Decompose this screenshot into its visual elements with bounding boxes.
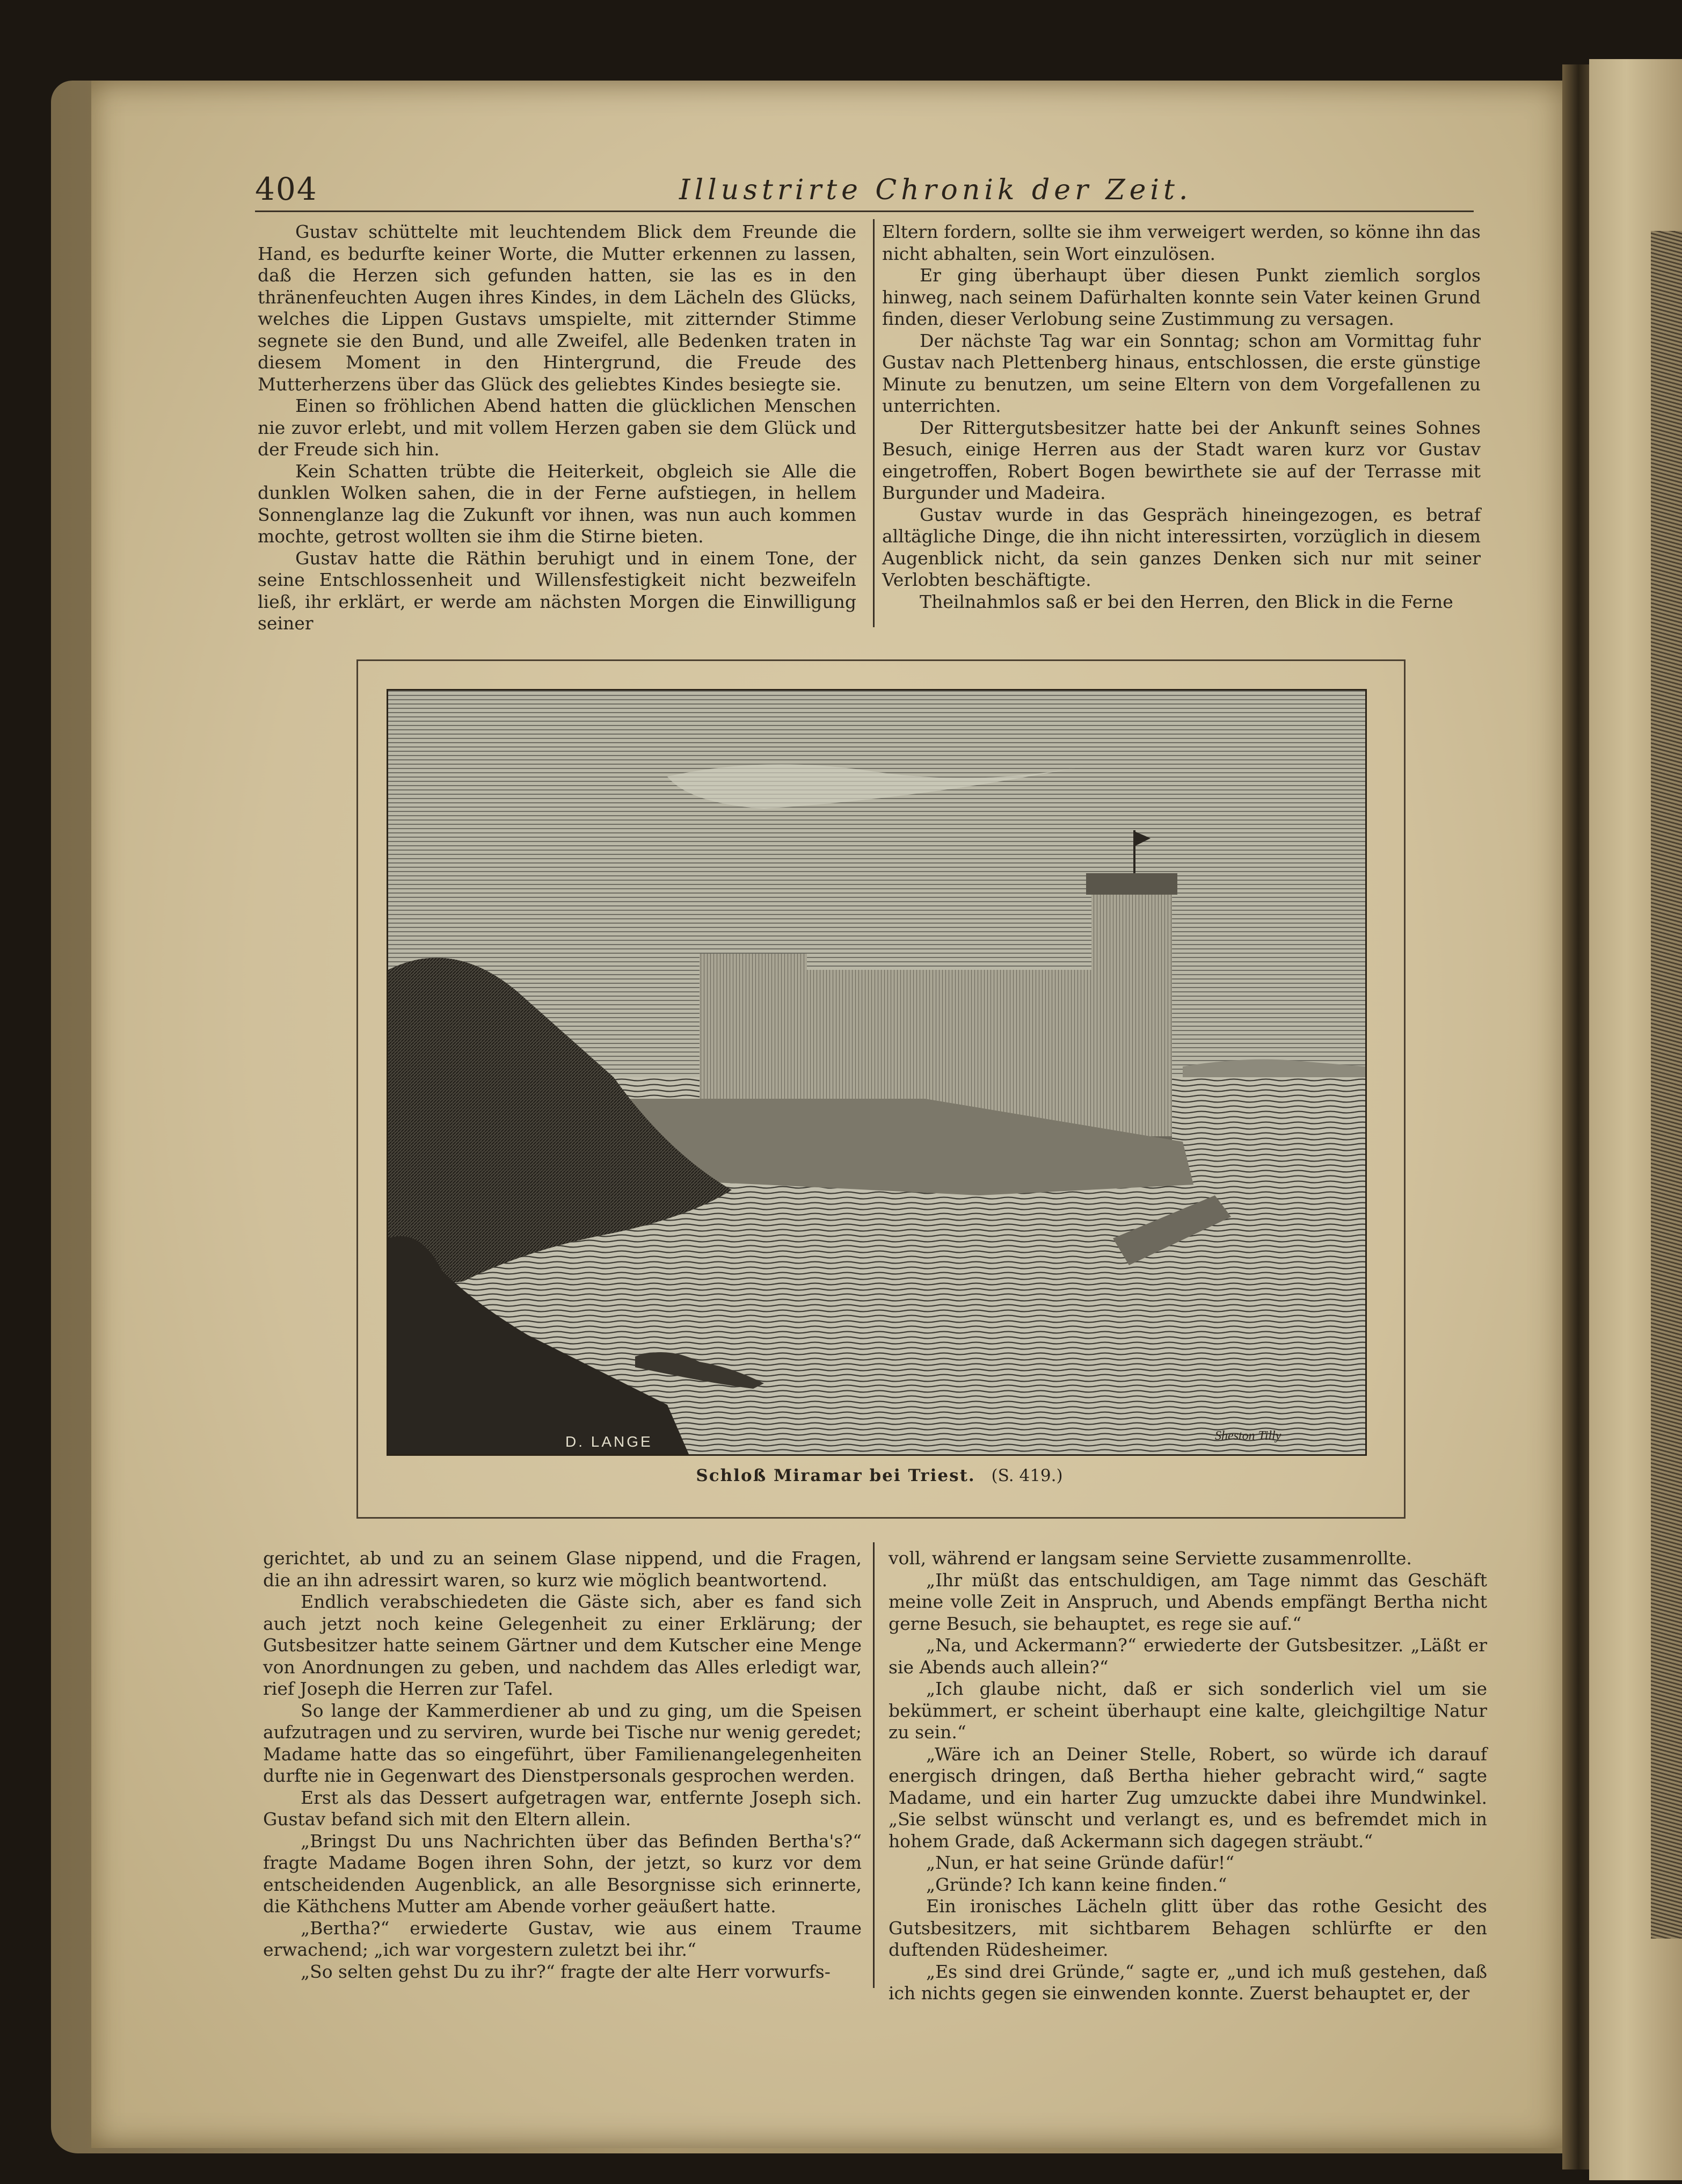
- facing-page-engraving: [1651, 231, 1682, 1939]
- paragraph: Ein ironisches Lächeln glitt über das rothe Gesicht des Gutsbesitzers, mit sichtbarem Behagen schlürfte er den duftenden Rüdesheimer.: [889, 1896, 1487, 1960]
- paragraph: Kein Schatten trübte die Heiterkeit, obgleich sie Alle die dunklen Wolken sahen, die in der Ferne aufstiegen, in hellem Sonnenglanze lag die Zukunft vor ihnen, was nun auch kommen mochte, getrost wollten sie ihm die Stirne bieten.: [258, 460, 856, 547]
- paragraph: Eltern fordern, sollte sie ihm verweigert werden, so könne ihn das nicht abhalten, sein Wort einzulösen.: [882, 221, 1481, 264]
- paragraph: Gustav wurde in das Gespräch hineingezogen, es betraf alltägliche Dinge, die ihn nicht interessirten, vorzüglich in diesem Augenblick nicht, da sein ganzes Denken sich nur mit seiner Verlobten beschäftigte.: [882, 504, 1481, 590]
- header-rule: [255, 211, 1474, 212]
- paragraph: „Nun, er hat seine Gründe dafür!“: [926, 1852, 1235, 1873]
- page-header: [255, 171, 1474, 214]
- paragraph: voll, während er langsam seine Serviette zusammenrollte.: [889, 1548, 1412, 1569]
- running-title: Illustrirte Chronik der Zeit.: [679, 174, 1192, 206]
- paragraph: Einen so fröhlichen Abend hatten die glücklichen Menschen nie zuvor erlebt, und mit vollem Herzen gaben sie dem Glück und der Freude sich hin.: [258, 395, 856, 460]
- paragraph: „Es sind drei Gründe,“ sagte er, „und ich muß gestehen, daß ich nichts gegen sie einwenden konnte. Zuerst behauptet er, der: [889, 1961, 1487, 2004]
- column-top-left: [258, 221, 856, 635]
- engraving-signature-left: D. LANGE: [565, 1433, 653, 1450]
- engraving-schloss-miramar: [387, 689, 1367, 1456]
- paragraph: „Gründe? Ich kann keine finden.“: [926, 1874, 1227, 1895]
- paragraph: Theilnahmlos saß er bei den Herren, den Blick in die Ferne: [920, 591, 1453, 612]
- paragraph: So lange der Kammerdiener ab und zu ging, um die Speisen aufzutragen und zu serviren, wurde bei Tische nur wenig geredet; Madame hatte das so eingeführt, über Familienangelegenheiten durfte nie in Gegenwart des Dienstpersonals gesprochen werden.: [263, 1700, 862, 1786]
- page-number: 404: [255, 171, 318, 207]
- caption-reference: (S. 419.): [991, 1466, 1063, 1485]
- paragraph: Gustav hatte die Räthin beruhigt und in einem Tone, der seine Entschlossenheit und Willensfestigkeit nicht bezweifeln ließ, ihr erklärt, er werde am nächsten Morgen die Einwilligung seiner: [258, 547, 856, 634]
- column-bottom-right: [889, 1548, 1487, 2005]
- paragraph: „Na, und Ackermann?“ erwiederte der Gutsbesitzer. „Läßt er sie Abends auch allein?“: [889, 1635, 1487, 1678]
- book-gutter: [1562, 64, 1589, 2170]
- figure-caption: [356, 1466, 1402, 1485]
- paragraph: Erst als das Dessert aufgetragen war, entfernte Joseph sich. Gustav befand sich mit den Eltern allein.: [263, 1787, 862, 1830]
- column-bottom-left: [263, 1548, 862, 1983]
- paragraph: Endlich verabschiedeten die Gäste sich, aber es fand sich auch jetzt noch keine Gelegenheit zu einer Erklärung; der Gutsbesitzer hatte seinem Gärtner und dem Kutscher eine Menge von Anordnungen zu geben, und nachdem das Alles erledigt war, rief Joseph die Herren zur Tafel.: [263, 1591, 862, 1699]
- paragraph: „Bringst Du uns Nachrichten über das Befinden Bertha's?“ fragte Madame Bogen ihren Sohn, der jetzt, so kurz vor dem entscheidenden Augenblick, an alle Besorgnisse sich erinnerte, die Käthchens Mutter am Abende vorher geäußert hatte.: [263, 1830, 862, 1917]
- engraving-signature-right: Sheston Tilly: [1215, 1429, 1281, 1443]
- paragraph: gerichtet, ab und zu an seinem Glase nippend, und die Fragen, die an ihn adressirt waren, so kurz wie möglich beantwortend.: [263, 1548, 862, 1591]
- column-top-right: [882, 221, 1481, 613]
- paragraph: Der nächste Tag war ein Sonntag; schon am Vormittag fuhr Gustav nach Plettenberg hinaus, entschlossen, die erste günstige Minute zu benutzen, um seine Eltern von dem Vorgefallenen zu unterrichten.: [882, 330, 1481, 416]
- paragraph: „So selten gehst Du zu ihr?“ fragte der alte Herr vorwurfs-: [301, 1961, 831, 1982]
- paragraph: Er ging überhaupt über diesen Punkt ziemlich sorglos hinweg, nach seinem Dafürhalten konnte sein Vater keinen Grund finden, dieser Verlobung seine Zustimmung zu versagen.: [882, 265, 1481, 329]
- paragraph: „Ihr müßt das entschuldigen, am Tage nimmt das Geschäft meine volle Zeit in Anspruch, und Abends empfängt Bertha nicht gerne Besuch, sie behauptet, es rege sie auf.“: [889, 1569, 1487, 1634]
- paragraph: Gustav schüttelte mit leuchtendem Blick dem Freunde die Hand, es bedurfte keiner Worte, die Mutter erkennen zu lassen, daß die Herzen sich gefunden hatten, sie las es in den thränenfeuchten Augen ihres Kindes, in dem Lächeln des Glücks, welches die Lippen Gustavs umspielte, mit zitternder Stimme segnete sie den Bund, und alle Zweifel, alle Bedenken traten in diesem Moment in den Hintergrund, die Freude des Mutterherzens über das Glück des geliebtes Kindes besiegte sie.: [258, 221, 856, 395]
- paragraph: Der Rittergutsbesitzer hatte bei der Ankunft seines Sohnes Besuch, einige Herren aus der Stadt waren kurz vor Gustav eingetroffen, Robert Bogen bewirthete sie auf der Terrasse mit Burgunder und Madeira.: [882, 417, 1481, 503]
- paragraph: „Ich glaube nicht, daß er sich sonderlich viel um sie bekümmert, er scheint überhaupt eine kalte, gleichgiltige Natur zu sein.“: [889, 1678, 1487, 1743]
- column-rule-bottom: [873, 1542, 875, 1988]
- caption-title: Schloß Miramar bei Triest.: [696, 1466, 975, 1485]
- column-rule-top: [873, 219, 875, 627]
- paragraph: „Wäre ich an Deiner Stelle, Robert, so würde ich darauf energisch dringen, daß Bertha hieher gebracht wird,“ sagte Madame, und ein harter Zug umzuckte dabei ihre Mundwinkel. „Sie selbst wünscht und verlangt es, und es befremdet mich in hohem Grade, daß Ackermann sich dagegen sträubt.“: [889, 1743, 1487, 1852]
- paragraph: „Bertha?“ erwiederte Gustav, wie aus einem Traume erwachend; „ich war vorgestern zuletzt bei ihr.“: [263, 1917, 862, 1960]
